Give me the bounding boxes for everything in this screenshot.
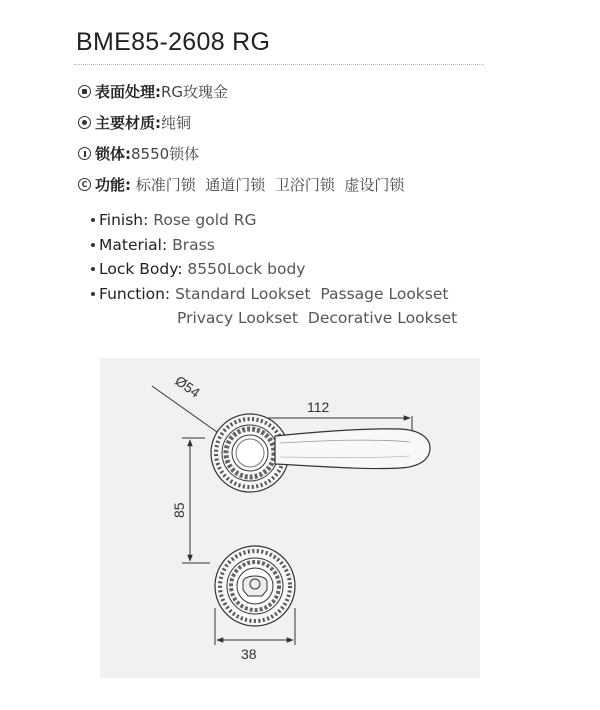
spec-value: 8550锁体 — [131, 145, 200, 163]
lever-length-label: 112 — [307, 399, 330, 415]
en-row-lock-body — [91, 257, 457, 282]
en-row-material — [91, 233, 457, 258]
spec-value: Rose gold RG — [148, 211, 257, 230]
dimension-drawing-svg — [100, 358, 480, 678]
spec-row-finish — [78, 76, 404, 107]
title-divider — [74, 64, 484, 65]
spec-key: 锁体: — [95, 145, 131, 163]
bullet-dot — [91, 243, 95, 247]
spec-key: 主要材质: — [95, 114, 161, 132]
function-icon: C — [78, 178, 91, 191]
spec-key: Finish: — [99, 211, 149, 230]
chinese-spec-list — [78, 76, 404, 200]
lever-handle — [275, 429, 430, 469]
spec-row-material — [78, 107, 404, 138]
rose-diameter-label: Ø54 — [172, 372, 204, 401]
spec-value: RG玫瑰金 — [161, 83, 229, 101]
key-escutcheon — [215, 546, 295, 626]
lock-body-icon — [78, 147, 91, 160]
material-icon — [78, 116, 91, 129]
spec-key: 表面处理: — [95, 83, 161, 101]
spec-value: 纯铜 — [161, 114, 192, 132]
spec-key: Function: — [99, 284, 171, 303]
spec-value: Standard Lookset Passage Lookset — [170, 284, 449, 303]
escutcheon-width-label: 38 — [241, 646, 257, 662]
product-model-title: BME85-2608 RG — [76, 28, 271, 56]
technical-drawing — [100, 358, 480, 678]
en-row-function-continued — [91, 306, 457, 331]
spec-value: Brass — [167, 235, 215, 254]
en-row-function — [91, 282, 457, 307]
spec-key: 功能: — [95, 176, 131, 194]
spec-value: Privacy Lookset Decorative Lookset — [177, 309, 458, 328]
finish-icon — [78, 85, 91, 98]
spec-value: 标准门锁 通道门锁 卫浴门锁 虚设门锁 — [131, 176, 405, 194]
en-row-finish — [91, 208, 457, 233]
english-spec-list — [91, 208, 457, 331]
spec-key: Material: — [99, 235, 168, 254]
bullet-dot — [91, 218, 95, 222]
center-distance-label: 85 — [171, 502, 187, 518]
bullet-dot — [91, 267, 95, 271]
spec-row-function — [78, 169, 404, 200]
spec-key: Lock Body: — [99, 260, 183, 279]
bullet-dot — [91, 292, 95, 296]
spec-value: 8550Lock body — [182, 260, 306, 279]
spec-row-lock-body — [78, 138, 404, 169]
